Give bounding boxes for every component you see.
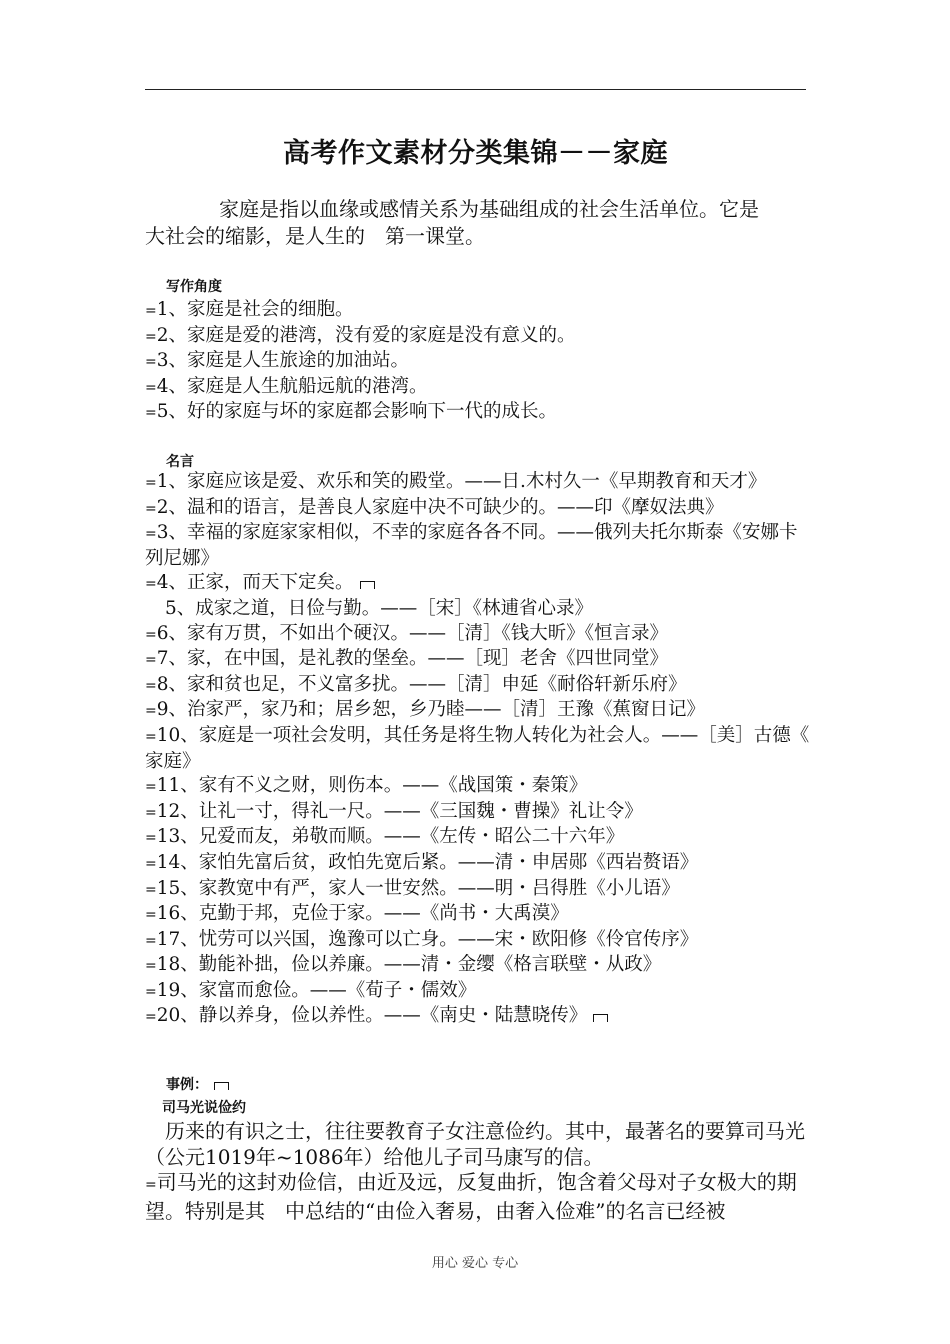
story-title: 司马光说俭约 [162, 1100, 246, 1116]
list-marker-icon: = [145, 626, 155, 643]
list-marker-icon: = [145, 1009, 155, 1026]
story-paragraph: 历来的有识之士，往往要教育子女注意俭约。其中，最著名的要算司马光 （公元1019年~1086年）给他儿子司马康写的信。 [145, 1119, 825, 1169]
intro-line-2: 大社会的缩影，是人生的 第一课堂。 [145, 224, 485, 248]
page-footer: 用心 爱心 专心 [431, 1256, 519, 1271]
list-marker-icon: = [145, 779, 155, 796]
list-marker-icon: = [145, 328, 155, 345]
list-item: 5、成家之道，日俭与勤。——［宋］《林逋省心录》 [165, 597, 594, 619]
list-item: = 3、家庭是人生旅途的加油站。 [145, 350, 410, 372]
list-item: = 15、家教宽中有严，家人一世安然。——明・吕得胜《小儿语》 [145, 877, 680, 899]
list-marker-icon: = [145, 303, 155, 319]
list-item: = 10、家庭是一项社会发明，其任务是将生物人转化为社会人。——［美］古德《 家庭》 [145, 724, 828, 772]
list-marker-icon: = [145, 576, 155, 593]
list-marker-icon: = [145, 855, 155, 872]
list-item: = 12、让礼一寸，得礼一尺。——《三国魏・曹操》礼让令》 [145, 800, 643, 822]
list-item: = 1、家庭应该是爱、欢乐和笑的殿堂。——日.木村久一《早期教育和天才》 [145, 471, 767, 492]
list-item: = 16、克勤于邦，克俭于家。——《尚书・大禹漠》 [145, 903, 569, 925]
quotes-heading: 名言 [166, 454, 194, 470]
list-marker-icon: = [145, 932, 155, 949]
intro-line-1: 家庭是指以血缘或感情关系为基础组成的社会生活单位。它是 [219, 197, 759, 221]
list-item: = 6、家有万贯，不如出个硬汉。——［清］《钱大昕》《恒言录》 [145, 622, 669, 644]
list-marker-icon: = [145, 983, 155, 1000]
list-marker-icon: = [145, 804, 155, 821]
list-item: = 18、勤能补拙，俭以养廉。——清・金缨《格言联壁・从政》 [145, 954, 662, 976]
list-item: = 4、正家，而天下定矣。 [145, 571, 813, 597]
list-item: = 8、家和贫也足，不义富多扰。——［清］申延《耐俗轩新乐府》 [145, 673, 687, 695]
list-marker-icon: = [145, 677, 155, 694]
list-item: = 17、忧劳可以兴国，逸豫可以亡身。——宋・欧阳修《伶官传序》 [145, 928, 699, 950]
writing-angles-list [145, 298, 813, 426]
list-item: = 2、家庭是爱的港湾，没有爱的家庭是没有意义的。 [145, 324, 576, 346]
story-body [145, 1119, 825, 1224]
list-marker-icon: = [145, 1177, 155, 1193]
corner-mark-icon [214, 1082, 229, 1090]
list-marker-icon: = [145, 830, 155, 847]
header-rule [145, 89, 806, 90]
document-title: 高考作文素材分类集锦－－家庭 [283, 138, 668, 169]
list-item: = 20、静以养身，俭以养性。——《南史・陆慧晓传》 [145, 1004, 813, 1030]
story-paragraph: = 司马光的这封劝俭信，由近及远，反复曲折，饱含着父母对子女极大的期望。特别是其 中总结的“由俭入奢易，由奢入俭难”的名言已经被 [145, 1170, 797, 1223]
list-marker-icon: = [145, 652, 155, 669]
list-marker-icon: = [145, 500, 155, 517]
list-item: = 1、家庭是社会的细胞。 [145, 299, 354, 320]
list-item: = 7、家，在中国，是礼教的堡垒。——［现］老舍《四世同堂》 [145, 648, 669, 670]
list-item: = 3、幸福的家庭家家相似，不幸的家庭各各不同。——俄列夫托尔斯泰《安娜卡 列尼娜》 [145, 522, 817, 569]
list-marker-icon: = [145, 405, 155, 422]
list-marker-icon: = [145, 526, 155, 543]
list-item: = 13、兄爱而友，弟敬而顺。——《左传・昭公二十六年》 [145, 826, 625, 848]
list-item: = 19、家富而愈俭。——《荀子・儒效》 [145, 979, 477, 1001]
list-item: = 5、好的家庭与坏的家庭都会影响下一代的成长。 [145, 401, 558, 423]
list-item: = 14、家怕先富后贫，政怕先宽后紧。——清・申居郧《西岩赘语》 [145, 851, 699, 873]
quotes-list [145, 470, 828, 1030]
intro-paragraph [145, 196, 813, 250]
list-item: = 2、温和的语言，是善良人家庭中决不可缺少的。——印《摩奴法典》 [145, 496, 724, 518]
list-marker-icon: = [145, 728, 155, 745]
corner-mark-icon [593, 1014, 608, 1022]
list-item: = 9、治家严，家乃和；居乡恕，乡乃睦——［清］王豫《蕉窗日记》 [145, 699, 706, 721]
corner-mark-icon [360, 581, 375, 589]
list-marker-icon: = [145, 907, 155, 924]
list-marker-icon: = [145, 475, 155, 491]
writing-angles-heading: 写作角度 [166, 279, 222, 295]
list-marker-icon: = [145, 354, 155, 371]
examples-heading: 事例： [166, 1074, 229, 1094]
list-item: = 4、家庭是人生航船远航的港湾。 [145, 375, 428, 397]
list-marker-icon: = [145, 881, 155, 898]
list-item: = 11、家有不义之财，则伤本。——《战国策・秦策》 [145, 775, 588, 797]
list-marker-icon: = [145, 379, 155, 396]
list-marker-icon: = [145, 703, 155, 720]
list-marker-icon: = [145, 958, 155, 975]
